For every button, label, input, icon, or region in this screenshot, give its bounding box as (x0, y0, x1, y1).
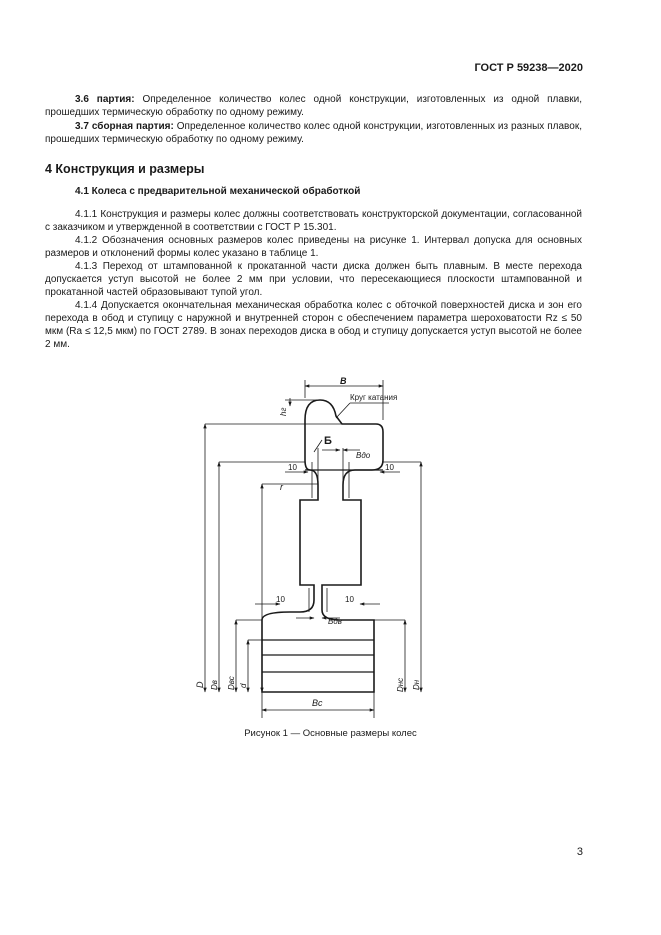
label-ten-lower-right: 10 (345, 595, 354, 604)
label-d-inner: d (239, 683, 248, 688)
wheel-drawing (0, 360, 661, 740)
subsection-title: 4.1 Колеса с предварительной механической обработкой (75, 186, 361, 197)
label-b: B (340, 376, 347, 386)
paragraph-3-6 (45, 93, 582, 119)
figure-caption: Рисунок 1 — Основные размеры колес (244, 728, 417, 739)
drawing-labels (195, 376, 421, 708)
page-number: 3 (576, 846, 583, 858)
wheel-profile (262, 400, 383, 692)
label-ten-upper-right: 10 (385, 463, 394, 472)
label-b-do: Вдо (356, 451, 371, 460)
label-d-vs: Dвс (227, 676, 236, 690)
label-d-outer: D (195, 681, 205, 688)
label-r: r (280, 482, 283, 492)
figure-wheel-dimensions (0, 360, 661, 740)
paragraph-4-1-4: 4.1.4 Допускается окончательная механическая обработка колес с обточкой поверхностей диска и зон его перехода в обод и ступицу с наружной и внутренней сторон с обеспечением параметра шероховатости Rz ≤ 50 мкм (Ra ≤ 12,5 мкм) по ГОСТ 2789. В зонах переходов диска в обод и ступицу допускается уступ высотой не более 2 мм. (45, 300, 582, 350)
definition-3-7: Определенное количество колес одной конструкции, изготовленных из разных плавок, прошедших термическую обработку по одному режиму. (45, 121, 582, 145)
label-b-dv: Вдв (328, 617, 342, 626)
label-d-v: Dв (210, 680, 219, 690)
label-ten-upper-left: 10 (288, 463, 297, 472)
document-header-standard: ГОСТ Р 59238—2020 (474, 62, 583, 74)
term-3-6: 3.6 партия: (75, 94, 135, 105)
label-d-ns: Dнс (396, 677, 405, 692)
label-h-g: hг (279, 407, 288, 416)
section-title: 4 Конструкция и размеры (45, 162, 205, 176)
paragraph-3-7 (45, 120, 582, 146)
paragraph-4-1-1: 4.1.1 Конструкция и размеры колес должны соответствовать конструкторской документации, согласованной с заказчиком и утвержденной в соответствии с ГОСТ Р 15.301. (45, 209, 582, 233)
label-rolling-circle: Круг катания (350, 393, 398, 402)
label-ten-lower-left: 10 (276, 595, 285, 604)
term-3-7: 3.7 сборная партия: (75, 121, 174, 132)
dimension-lines (205, 380, 421, 718)
label-d-n: Dн (412, 679, 421, 690)
paragraph-4-1-3: 4.1.3 Переход от штампованной к прокатанной части диска должен быть плавным. В месте перехода допускается уступ высотой не более 2 мм при условии, что пересекающиеся плоскости штампованной и прокатанной частей образовывают тупой угол. (45, 261, 582, 298)
label-b-s: Вс (312, 698, 323, 708)
label-detail-b: Б (324, 435, 332, 447)
definition-3-6: Определенное количество колес одной конструкции, изготовленных из одной плавки, прошедших термическую обработку по одному режиму. (45, 94, 583, 118)
paragraph-4-1-2: 4.1.2 Обозначения основных размеров колес приведены на рисунке 1. Интервал допуска для основных размеров и отклонений формы колес указано в таблице 1. (45, 235, 582, 259)
